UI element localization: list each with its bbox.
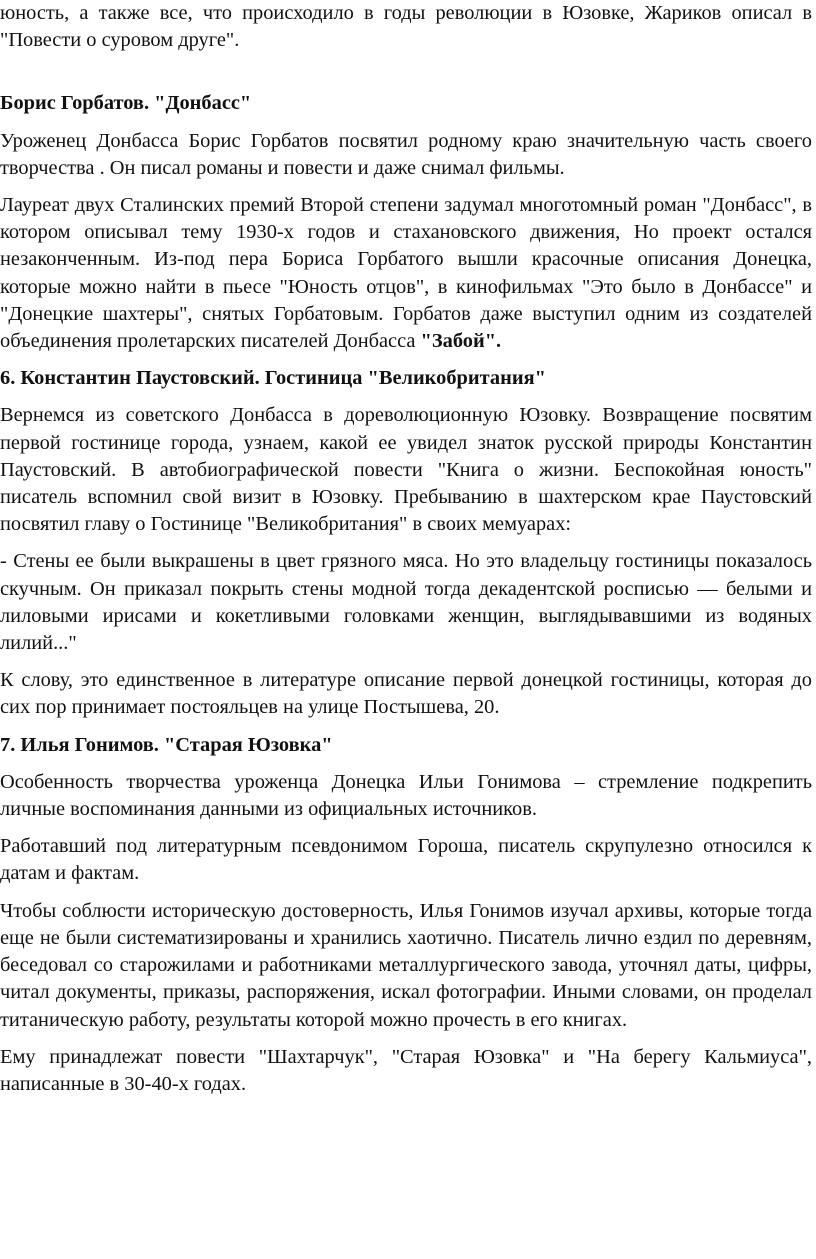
paragraph-paustovsky-quote: - Стены ее были выкрашены в цвет грязного мяса. Но это владельцу гостиницы показалось скучным. Он приказал покрыть стены модной тогда декадентской росписью — белыми и лиловыми ирисами и кокетливыми головками женщин, выглядывавшими из водяных лилий..." [0, 550, 812, 655]
paragraph-paustovsky-1: Вернемся из советского Донбасса в дореволюционную Юзовку. Возвращение посвятим первой гостинице города, узнаем, какой ее увидел знаток русской природы Константин Паустовский. В автобиографической повести "Книга о жизни. Беспокойная юность" писатель вспомнил свой визит в Юзовку. Пребыванию в шахтерском крае Паустовский посвятил главу о Гостинице "Великобритания" в своих мемуарах: [0, 404, 812, 536]
paragraph-intro: юность, а также все, что происходило в годы революции в Юзовке, Жариков описал в "Повести о суровом друге". [0, 2, 812, 52]
paragraph-gonimov-3: Чтобы соблюсти историческую достоверность, Илья Гонимов изучал архивы, которые тогда еще не были систематизированы и хранились хаотично. Писатель лично ездил по деревням, беседовал со старожилами и работниками металлургического завода, уточнял даты, цифры, читал документы, приказы, распоряжения, искал фотографии. Иными словами, он проделал титаническую работу, результаты которой можно прочесть в его книгах. [0, 899, 812, 1031]
paragraph-gonimov-2: Работавший под литературным псевдонимом Гороша, писатель скрупулезно относился к датам и фактам. [0, 835, 812, 885]
paragraph-gorbatov-2 [0, 192, 812, 355]
paragraph-gonimov-1: Особенность творчества уроженца Донецка Ильи Гонимова – стремление подкрепить личные воспоминания данными из официальных источников. [0, 770, 812, 821]
heading-gorbatov: Борис Горбатов. "Донбасс" [0, 92, 252, 115]
heading-gonimov: 7. Илья Гонимов. "Старая Юзовка" [0, 733, 333, 756]
paragraph-gonimov-4: Ему принадлежат повести "Шахтарчук", "Старая Юзовка" и "На берегу Кальмиуса", написанные в 30-40-х годах. [0, 1045, 812, 1095]
paragraph-gorbatov-1: Уроженец Донбасса Борис Горбатов посвятил родному краю значительную часть своего творчества . Он писал романы и повести и даже снимал фильмы. [0, 129, 812, 179]
heading-paustovsky: 6. Константин Паустовский. Гостиница "Великобритания" [0, 367, 546, 390]
paragraph-paustovsky-3: К слову, это единственное в литературе описание первой донецкой гостиницы, которая до сих пор принимает постояльцев на улице Постышева, 20. [0, 669, 812, 719]
paragraph-gorbatov-2-text: Лауреат двух Сталинских премий Второй степени задумал многотомный роман "Донбасс", в котором описывал тему 1930-х годов и стахановского движения, Но проект остался незаконченным. Из-под пера Бориса Горбатого вышли красочные описания Донецка, которые можно найти в пьесе "Юность отцов", в кинофильмах "Это было в Донбассе" и "Донецкие шахтеры", снятых Горбатовым. Горбатов даже выступил одним из создателей объединения пролетарских писателей Донбасса [0, 194, 812, 353]
zaboy-bold-text: "Забой". [420, 330, 502, 353]
